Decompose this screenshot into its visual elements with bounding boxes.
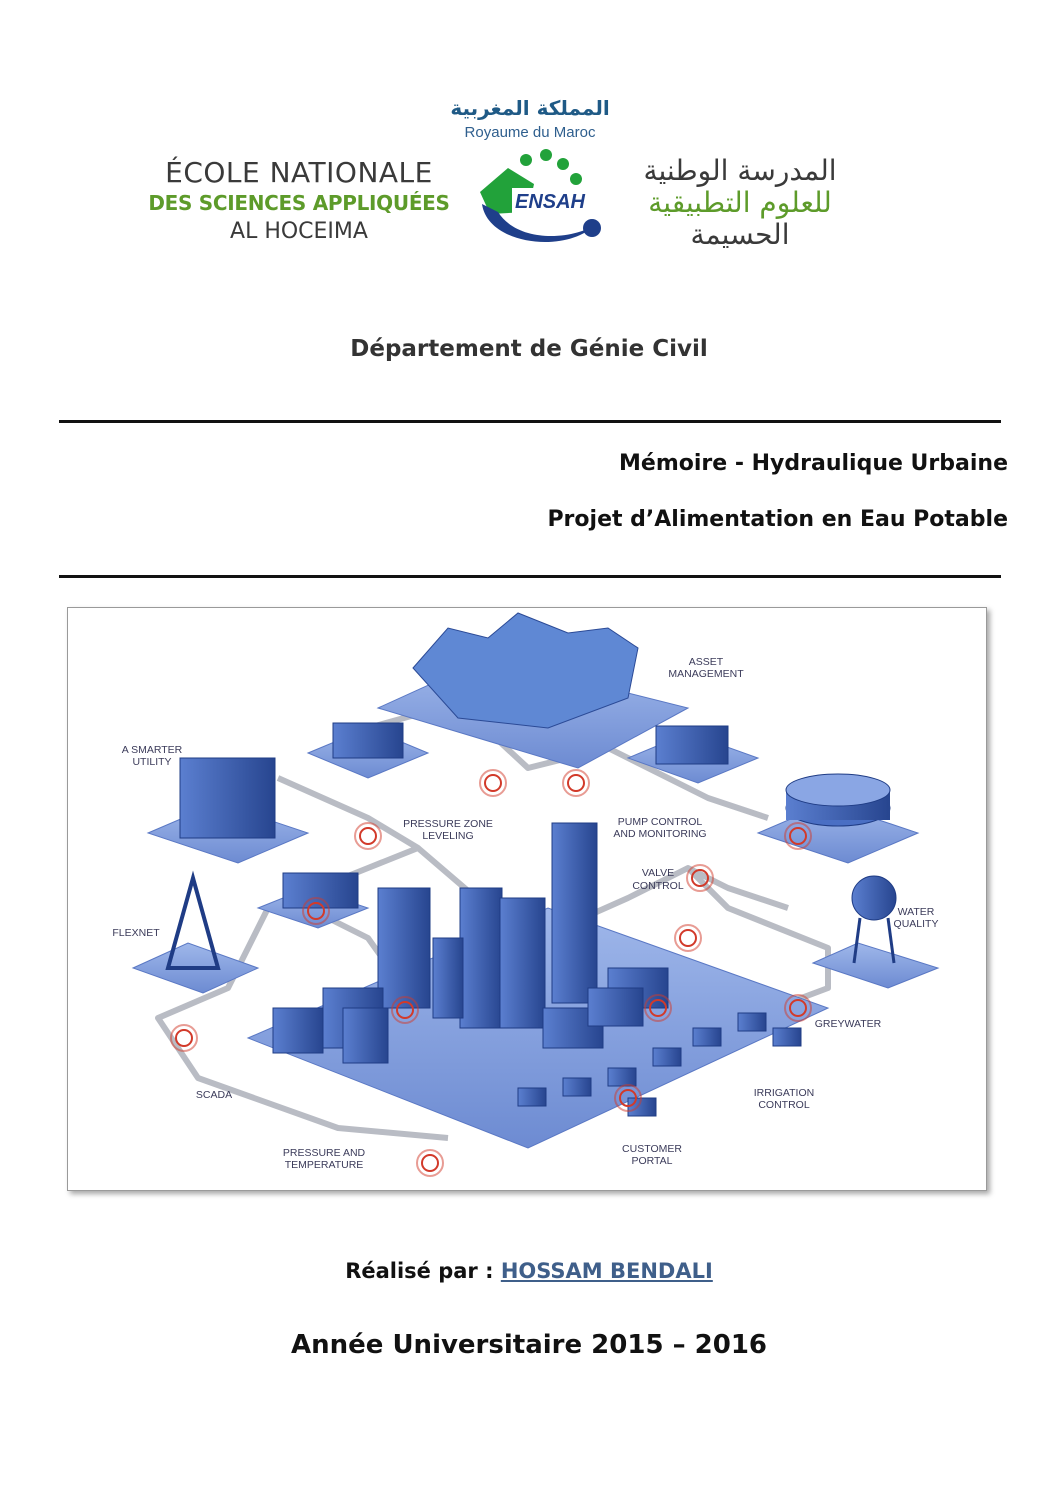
tower-4 — [552, 823, 597, 1003]
label-asset-1: ASSET — [688, 656, 724, 668]
memoire-title: Mémoire - Hydraulique Urbaine — [619, 451, 1008, 476]
label-pump-2: AND MONITORING — [613, 828, 707, 840]
label-utility-2: UTILITY — [132, 756, 172, 768]
school-name-fr-line2: DES SCIENCES APPLIQUÉES — [148, 191, 450, 215]
label-customer-1: CUSTOMER — [622, 1143, 682, 1155]
label-irrigation-1: IRRIGATION — [753, 1087, 815, 1099]
school-name-fr-line1: ÉCOLE NATIONALE — [165, 156, 433, 189]
label-asset-2: MANAGEMENT — [668, 668, 744, 680]
kingdom-arabic-text: المملكة المغربية — [450, 96, 610, 120]
author-name: HOSSAM BENDALI — [500, 1259, 713, 1283]
smart-water-network-illustration — [67, 607, 987, 1191]
school-logo — [0, 0, 1058, 290]
author-line — [0, 1259, 1058, 1283]
label-water-quality-1: WATER — [897, 906, 935, 918]
label-scada: SCADA — [195, 1089, 233, 1101]
label-pump-1: PUMP CONTROL — [617, 816, 703, 828]
label-pressure-zone-1: PRESSURE ZONE — [403, 818, 493, 830]
label-utility-1: A SMARTER — [121, 744, 183, 756]
label-valve-1: VALVE — [641, 867, 675, 879]
ensah-emblem-icon — [468, 146, 608, 256]
label-greywater: GREYWATER — [814, 1018, 882, 1030]
label-valve-2: CONTROL — [632, 880, 684, 892]
label-pressure-zone-2: LEVELING — [422, 830, 474, 842]
label-pressure-temp-2: TEMPERATURE — [284, 1159, 364, 1171]
kingdom-french-text: Royaume du Maroc — [464, 124, 596, 141]
department-title: Département de Génie Civil — [350, 336, 708, 362]
tower-1 — [378, 888, 430, 1008]
academic-year: Année Universitaire 2015 – 2016 — [290, 1330, 767, 1360]
label-pressure-temp-1: PRESSURE AND — [282, 1147, 366, 1159]
school-name-ar-line3: الحسيمة — [690, 218, 790, 251]
school-name-ar-line2: للعلوم التطبيقية — [648, 186, 832, 219]
school-name-fr-line3: AL HOCEIMA — [230, 219, 368, 244]
project-title: Projet d’Alimentation en Eau Potable — [547, 507, 1008, 532]
emblem-text: ENSAH — [514, 191, 586, 213]
label-irrigation-2: CONTROL — [758, 1099, 810, 1111]
tower-2 — [460, 888, 502, 1028]
tower-3 — [500, 898, 545, 1028]
utility-building — [180, 758, 275, 838]
network-diagram — [68, 608, 986, 1190]
author-label: Réalisé par : — [345, 1259, 494, 1283]
label-customer-2: PORTAL — [631, 1155, 673, 1167]
bottom-divider — [59, 575, 1001, 578]
label-flexnet: FLEXNET — [112, 927, 160, 939]
label-water-quality-2: QUALITY — [893, 918, 939, 930]
school-name-ar-line1: المدرسة الوطنية — [643, 154, 837, 187]
top-divider — [59, 420, 1001, 423]
